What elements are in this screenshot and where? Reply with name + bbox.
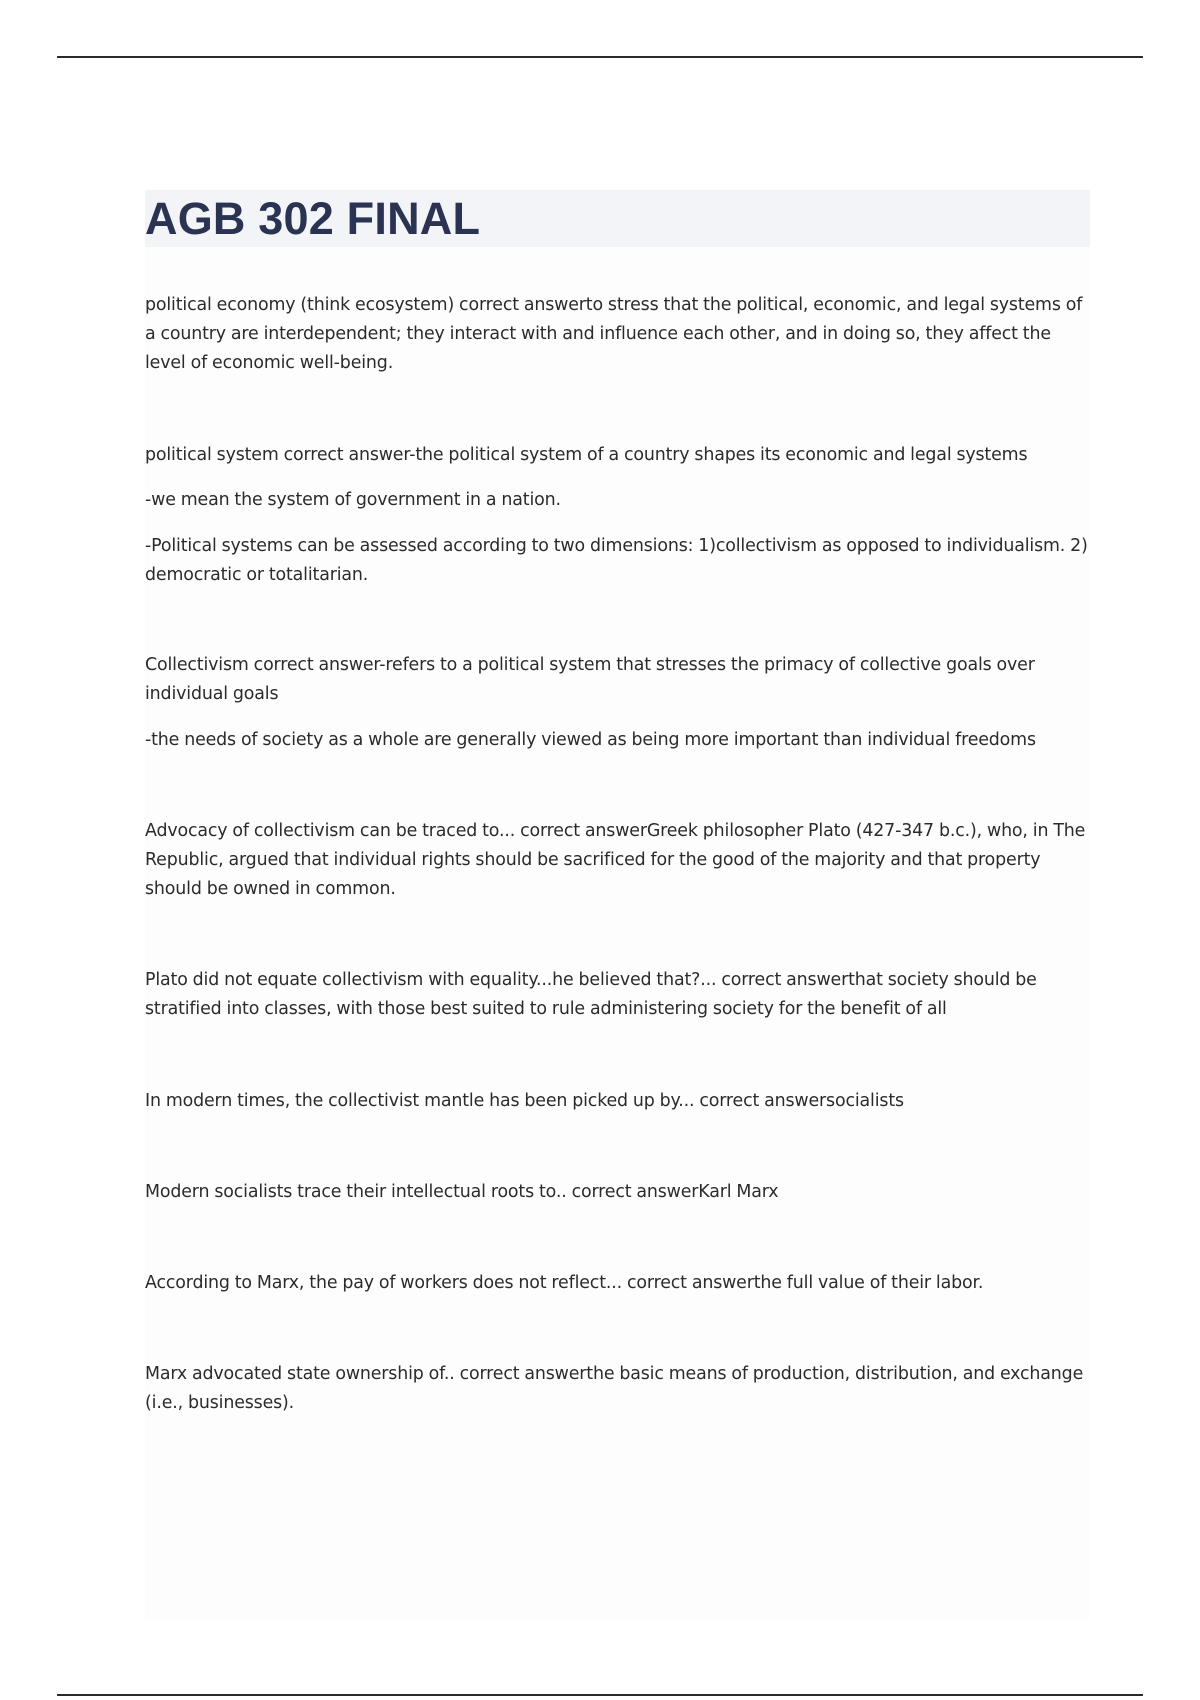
paragraph-political-system-note-2: -Political systems can be assessed according to two dimensions: 1)collectivism as opposed to individualism. 2) democratic or totalitarian.	[145, 536, 1088, 585]
paragraph-modern-socialists: Modern socialists trace their intellectual roots to.. correct answerKarl Marx	[145, 1182, 779, 1202]
paragraph-modern-times: In modern times, the collectivist mantle has been picked up by... correct answersocialists	[145, 1091, 904, 1111]
paragraph-collectivism-note: -the needs of society as a whole are generally viewed as being more important than individual freedoms	[145, 730, 1036, 750]
bottom-rule	[57, 1694, 1143, 1696]
paragraph-political-system: political system correct answer-the political system of a country shapes its economic and legal systems	[145, 445, 1028, 465]
paragraph-political-economy: political economy (think ecosystem) correct answerto stress that the political, economic, and legal systems of a country are interdependent; they interact with and influence each other, and in doing so, they affect the level of economic well-being.	[145, 295, 1083, 373]
paragraph-marx-pay: According to Marx, the pay of workers does not reflect... correct answerthe full value of their labor.	[145, 1273, 984, 1293]
paragraph-political-system-note-1: -we mean the system of government in a nation.	[145, 490, 561, 510]
paragraph-collectivism: Collectivism correct answer-refers to a political system that stresses the primacy of collective goals over individual goals	[145, 655, 1035, 704]
top-rule	[57, 56, 1143, 58]
paragraph-plato-equality: Plato did not equate collectivism with equality...he believed that?... correct answerthat society should be stratified into classes, with those best suited to rule administering society for the benefit of all	[145, 970, 1037, 1019]
document-title: AGB 302 FINAL	[145, 193, 481, 244]
paragraph-advocacy-collectivism: Advocacy of collectivism can be traced to... correct answerGreek philosopher Plato (427-347 b.c.), who, in The Republic, argued that individual rights should be sacrificed for the good of the majority and that property should be owned in common.	[145, 821, 1086, 899]
paragraph-marx-ownership: Marx advocated state ownership of.. correct answerthe basic means of production, distribution, and exchange (i.e., businesses).	[145, 1364, 1084, 1413]
